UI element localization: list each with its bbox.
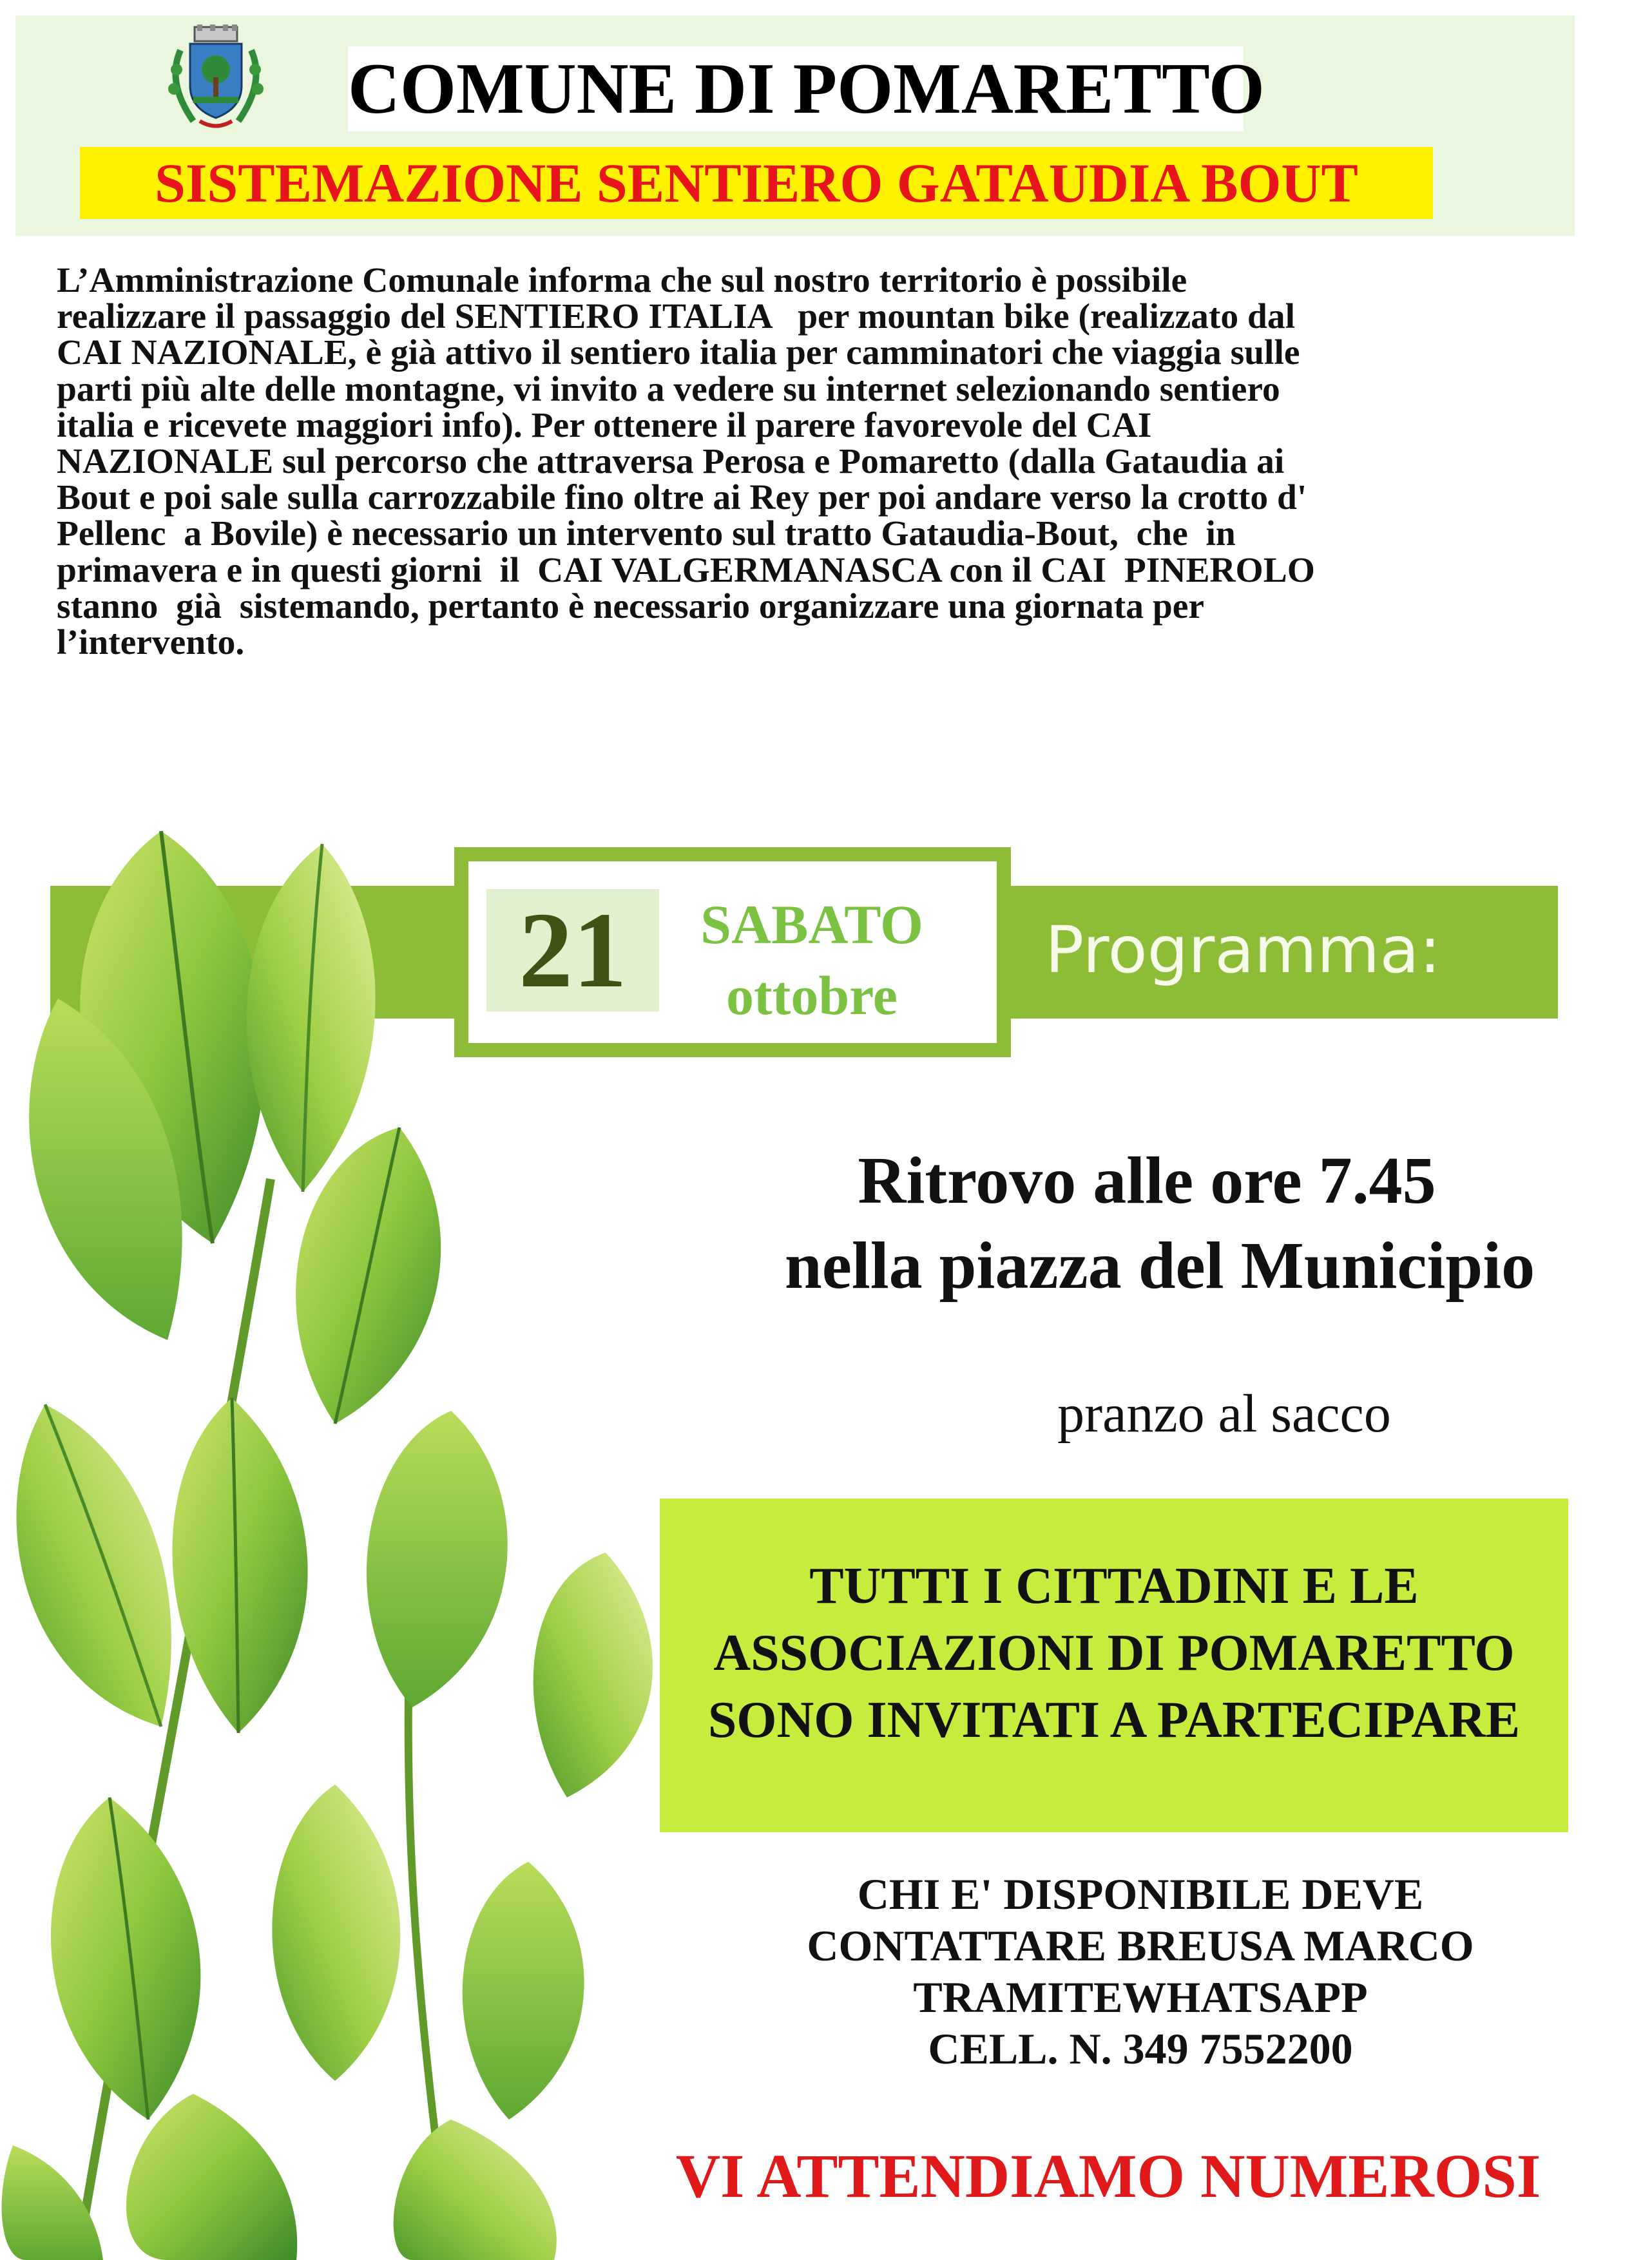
intro-line: CAI NAZIONALE, è già attivo il sentiero italia per camminatori che viaggia sulle — [57, 333, 1300, 373]
intro-line: l’intervento. — [57, 623, 245, 663]
intro-line: parti più alte delle montagne, vi invito a vedere su internet selezionando sentiero — [57, 369, 1280, 409]
contact-phone: CELL. N. 349 7552200 — [928, 2024, 1353, 2073]
contact-line: CHI E' DISPONIBILE DEVE — [857, 1870, 1424, 1919]
intro-line: Pellenc a Bovile) è necessario un intervento sul tratto Gataudia-Bout, che in — [57, 514, 1236, 554]
event-day-number: 21 — [519, 890, 627, 1010]
invitation-line: SONO INVITATI A PARTECIPARE — [707, 1692, 1521, 1748]
page-title: COMUNE DI POMARETTO — [348, 46, 1244, 131]
programme-label: Programma: — [1045, 912, 1441, 988]
invitation-line: TUTTI I CITTADINI E LE — [809, 1558, 1419, 1614]
invitation-line: ASSOCIAZIONI DI POMARETTO — [713, 1625, 1515, 1681]
contact-line: TRAMITEWHATSAPP — [913, 1973, 1368, 2022]
intro-line: NAZIONALE sul percorso che attraversa Perosa e Pomaretto (dalla Gataudia ai — [57, 442, 1285, 482]
coat-of-arms-icon — [155, 24, 277, 133]
intro-line: realizzare il passaggio del SENTIERO ITALIA per mountan bike (realizzato dal — [57, 297, 1296, 337]
intro-line: italia e ricevete maggiori info). Per ottenere il parere favorevole del CAI — [57, 405, 1152, 445]
intro-paragraph — [57, 263, 1551, 661]
lunch-note: pranzo al sacco — [1057, 1384, 1391, 1444]
invitation-text — [660, 1553, 1568, 1754]
meeting-time: Ritrovo alle ore 7.45 — [858, 1144, 1436, 1218]
closing-message: VI ATTENDIAMO NUMEROSI — [675, 2141, 1541, 2210]
intro-line: L’Amministrazione Comunale informa che sul nostro territorio è possibile — [57, 261, 1187, 300]
intro-line: primavera e in questi giorni il CAI VALGERMANASCA con il CAI PINEROLO — [57, 550, 1315, 590]
meeting-place: nella piazza del Municipio — [784, 1229, 1535, 1303]
intro-line: stanno già sistemando, pertanto è necessario organizzare una giornata per — [57, 586, 1205, 626]
intro-line: Bout e poi sale sulla carrozzabile fino oltre ai Rey per poi andare verso la crotto d' — [57, 478, 1307, 518]
contact-line: CONTATTARE BREUSA MARCO — [807, 1921, 1474, 1970]
event-day-name: SABATO — [700, 894, 923, 955]
contact-info — [670, 1868, 1611, 2074]
event-month: ottobre — [726, 964, 898, 1026]
notice-subtitle: SISTEMAZIONE SENTIERO GATAUDIA BOUT — [80, 147, 1433, 219]
